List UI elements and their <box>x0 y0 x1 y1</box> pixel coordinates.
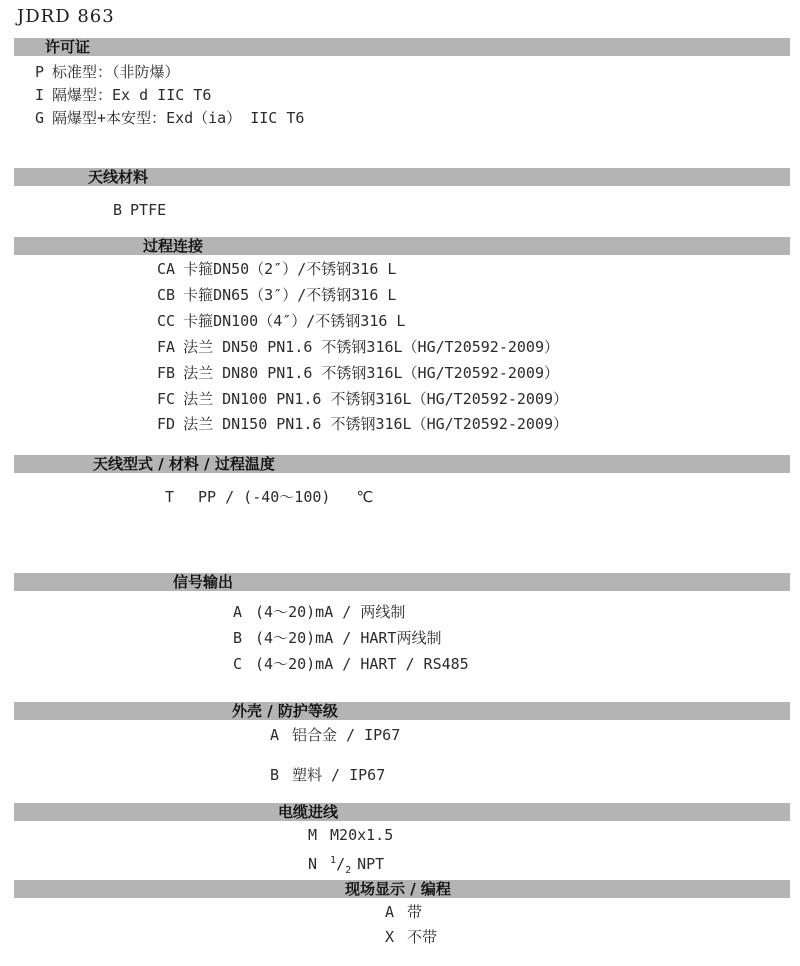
fraction-numerator: 1 <box>330 855 337 866</box>
option-display-X <box>385 929 437 946</box>
option-code: FD <box>157 415 176 433</box>
option-cable-M <box>308 827 393 844</box>
option-label: (4～20)mA / HART两线制 <box>255 629 442 647</box>
option-code: P <box>35 63 45 81</box>
section-bar-license <box>14 38 790 56</box>
option-code: B <box>113 201 123 219</box>
section-bar-antenna-type-material-temp <box>14 455 790 473</box>
section-bar-housing-protection <box>14 702 790 720</box>
section-bar-cable-entry <box>14 803 790 821</box>
option-label: M20x1.5 <box>330 826 394 844</box>
fraction-denominator: 2 <box>345 865 352 876</box>
half-inch-fraction <box>330 852 351 879</box>
option-signal-A <box>233 604 405 621</box>
option-process-FD <box>157 416 568 433</box>
option-code: T <box>165 488 175 506</box>
option-process-CA <box>157 261 396 278</box>
option-code: G <box>35 109 45 127</box>
option-cable-N <box>308 852 384 879</box>
option-code: X <box>385 928 395 946</box>
option-code: FC <box>157 390 176 408</box>
option-display-A <box>385 904 422 921</box>
option-antenna-material-B <box>113 202 166 219</box>
option-code: N <box>308 855 318 873</box>
option-code: B <box>233 629 243 647</box>
section-bar-signal-output <box>14 573 790 591</box>
option-label: 塑料 / IP67 <box>292 766 386 784</box>
section-bar-display-programming <box>14 880 790 898</box>
option-label: NPT <box>357 855 385 873</box>
option-label: 隔爆型：Ex d IIC T6 <box>52 86 212 104</box>
section-bar-process-connection <box>14 237 790 255</box>
option-code: A <box>233 603 243 621</box>
option-license-I <box>35 87 211 104</box>
option-code: M <box>308 826 318 844</box>
option-label: 法兰 DN50 PN1.6 不锈钢316L（HG/T20592-2009） <box>183 338 559 356</box>
section-title-antenna-material: 天线材料 <box>88 168 149 186</box>
option-code: A <box>270 726 280 744</box>
option-label: 标准型：（非防爆） <box>52 63 180 81</box>
section-bar-antenna-material <box>14 168 790 186</box>
section-title-display: 现场显示 / 编程 <box>345 880 451 898</box>
option-code: FA <box>157 338 176 356</box>
option-process-CB <box>157 287 396 304</box>
option-code: B <box>270 766 280 784</box>
option-label: (4～20)mA / HART / RS485 <box>255 655 469 673</box>
option-housing-B <box>270 767 385 784</box>
option-label: PTFE <box>130 201 167 219</box>
section-title-housing: 外壳 / 防护等级 <box>232 702 338 720</box>
option-process-FB <box>157 365 559 382</box>
option-label: 卡箍DN65（3″）/不锈钢316 L <box>183 286 397 304</box>
section-title-signal-output: 信号输出 <box>173 573 234 591</box>
option-label: 带 <box>407 903 423 921</box>
option-code: CC <box>157 312 176 330</box>
fraction-slash: / <box>336 855 346 873</box>
section-title-license: 许可证 <box>45 38 91 56</box>
option-code: I <box>35 86 45 104</box>
option-label: 不带 <box>407 928 438 946</box>
option-license-P <box>35 64 180 81</box>
option-housing-A <box>270 727 400 744</box>
option-code: CA <box>157 260 176 278</box>
option-label: PP / (-40～100) <box>198 488 331 506</box>
option-process-FC <box>157 391 568 408</box>
option-label: 隔爆型+本安型：Exd（ia） IIC T6 <box>52 109 305 127</box>
option-unit: ℃ <box>356 488 374 506</box>
page-title: JDRD 863 <box>17 6 115 27</box>
section-title-cable-entry: 电缆进线 <box>278 803 339 821</box>
option-label: 法兰 DN100 PN1.6 不锈钢316L（HG/T20592-2009） <box>183 390 569 408</box>
option-signal-C <box>233 656 469 673</box>
option-process-FA <box>157 339 559 356</box>
option-antenna-type-T <box>165 489 373 506</box>
option-label: (4～20)mA / 两线制 <box>255 603 406 621</box>
option-code: C <box>233 655 243 673</box>
option-label: 法兰 DN150 PN1.6 不锈钢316L（HG/T20592-2009） <box>183 415 569 433</box>
option-code: FB <box>157 364 176 382</box>
option-license-G <box>35 110 304 127</box>
section-title-antenna-type: 天线型式 / 材料 / 过程温度 <box>93 455 275 473</box>
section-title-process-connection: 过程连接 <box>143 237 204 255</box>
option-process-CC <box>157 313 405 330</box>
option-code: A <box>385 903 395 921</box>
option-label: 铝合金 / IP67 <box>292 726 401 744</box>
option-label: 卡箍DN50（2″）/不锈钢316 L <box>183 260 397 278</box>
option-code: CB <box>157 286 176 304</box>
option-label: 法兰 DN80 PN1.6 不锈钢316L（HG/T20592-2009） <box>183 364 559 382</box>
option-label: 卡箍DN100（4″）/不锈钢316 L <box>183 312 406 330</box>
option-signal-B <box>233 630 441 647</box>
